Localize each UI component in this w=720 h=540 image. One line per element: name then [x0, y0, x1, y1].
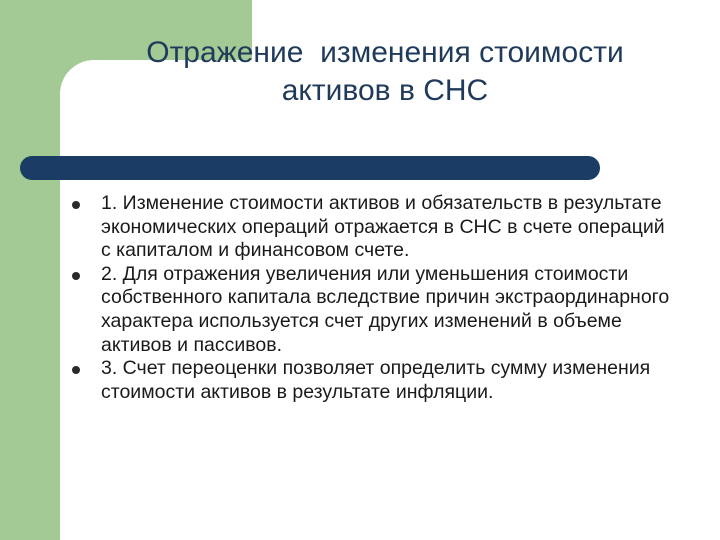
slide-title-line-1: Отражение изменения стоимости: [146, 36, 624, 69]
bullet-item: [72, 192, 672, 263]
slide-title: [60, 34, 710, 110]
bullet-dot-icon: [72, 366, 80, 374]
title-underline-bar: [20, 156, 600, 180]
bullet-dot-icon: [72, 272, 80, 280]
bullet-item: [72, 357, 672, 404]
bullet-text: 1. Изменение стоимости активов и обязательств в результате экономических операций отражается в СНС в счете операций с капиталом и финансовом счете.: [101, 192, 665, 262]
bullet-dot-icon: [72, 201, 80, 209]
bullet-text: 3. Счет переоценки позволяет определить сумму изменения стоимости активов в результате инфляции.: [101, 357, 651, 403]
bullet-list: [72, 192, 672, 404]
bullet-text: 2. Для отражения увеличения или уменьшения стоимости собственного капитала вследствие причин экстраординарного характера используется счет других изменений в объеме активов и пассивов.: [101, 262, 670, 356]
slide-title-line-2: активов в СНС: [281, 74, 489, 107]
bullet-item: [72, 263, 672, 357]
